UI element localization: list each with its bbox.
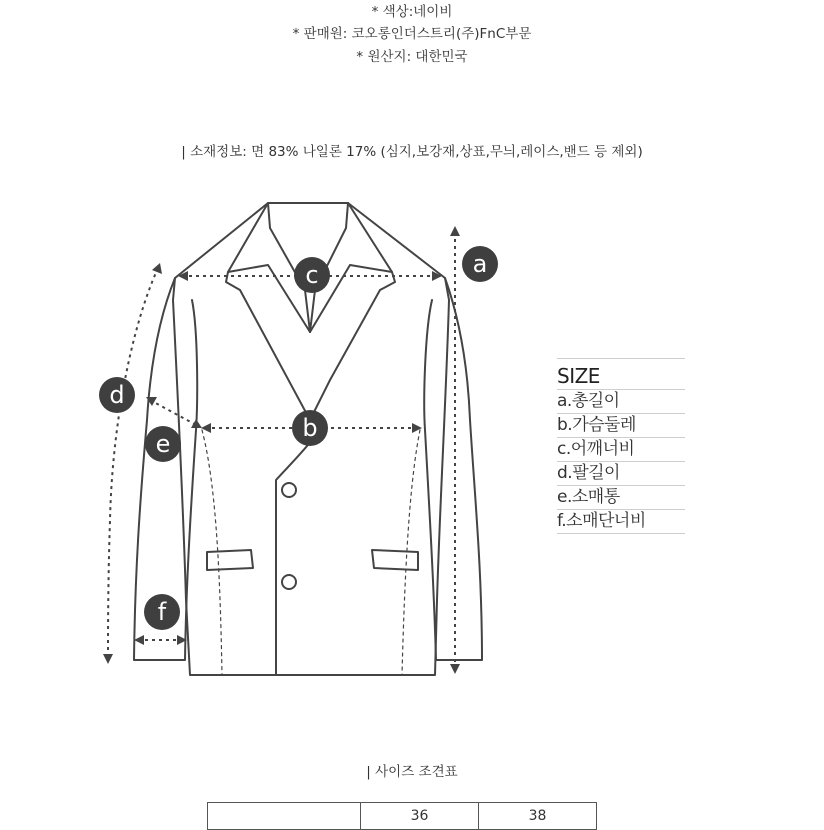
right-pocket bbox=[372, 550, 418, 570]
size-chart-header-38: 38 bbox=[479, 803, 597, 830]
right-lapel bbox=[310, 272, 395, 420]
marker-f: f bbox=[157, 598, 167, 626]
marker-a: a bbox=[472, 250, 488, 278]
color-info: * 색상:네이비 bbox=[371, 4, 453, 20]
legend-item-e: e.소매통 bbox=[557, 486, 685, 510]
size-chart-header-36: 36 bbox=[361, 803, 479, 830]
marker-b-badge bbox=[292, 410, 328, 446]
size-chart-title: | 사이즈 조견표 bbox=[366, 764, 458, 780]
size-chart-header-row bbox=[208, 803, 597, 830]
legend-item-b: b.가슴둘레 bbox=[557, 414, 685, 438]
marker-d-badge bbox=[99, 377, 135, 413]
size-chart-header-blank bbox=[208, 803, 361, 830]
closure-line bbox=[276, 440, 312, 675]
button-top bbox=[282, 483, 296, 497]
marker-b: b bbox=[302, 414, 318, 442]
right-sleeve bbox=[424, 278, 482, 660]
origin-info: * 원산지: 대한민국 bbox=[356, 49, 468, 65]
size-legend bbox=[557, 358, 685, 534]
marker-f-badge bbox=[144, 594, 180, 630]
marker-e: e bbox=[155, 430, 171, 458]
seller-info: * 판매원: 코오롱인더스트리(주)FnC부문 bbox=[292, 26, 532, 42]
legend-item-c: c.어깨너비 bbox=[557, 438, 685, 462]
marker-e-badge bbox=[145, 426, 181, 462]
jacket-size-diagram bbox=[0, 190, 824, 690]
marker-c: c bbox=[305, 261, 319, 289]
measure-line-e bbox=[150, 400, 198, 426]
button-bottom bbox=[282, 575, 296, 589]
legend-item-a: a.총길이 bbox=[557, 390, 685, 414]
marker-d: d bbox=[109, 381, 125, 409]
legend-item-d: d.팔길이 bbox=[557, 462, 685, 486]
left-pocket bbox=[207, 550, 253, 570]
legend-title: SIZE bbox=[557, 359, 685, 390]
material-info: | 소재정보: 면 83% 나일론 17% (심지,보강재,상표,무늬,레이스,밴드 등 제외) bbox=[181, 144, 643, 160]
marker-c-badge bbox=[294, 257, 330, 293]
size-chart-table bbox=[207, 802, 597, 830]
legend-item-f: f.소매단너비 bbox=[557, 510, 685, 534]
marker-a-badge bbox=[462, 246, 498, 282]
